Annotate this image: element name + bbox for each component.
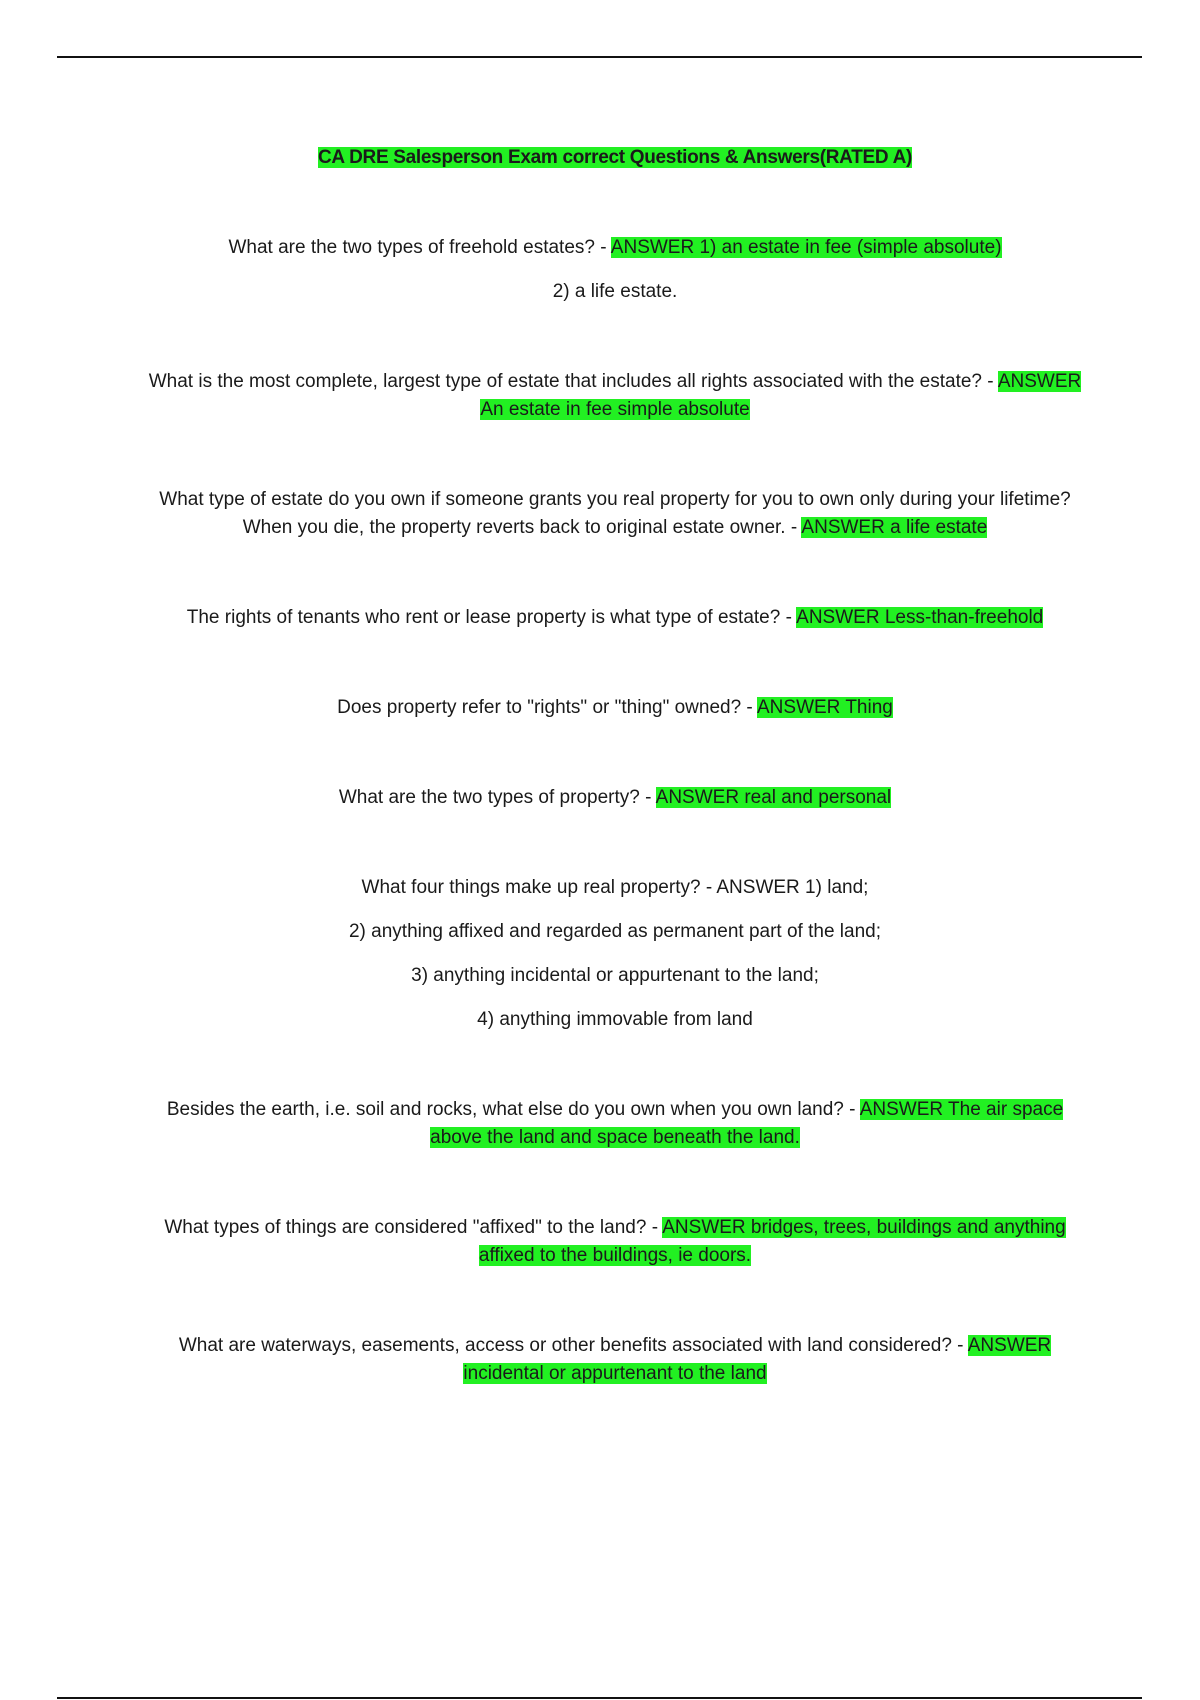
header-rule: [57, 56, 1142, 58]
answer-continuation: 2) anything affixed and regarded as permanent part of the land;: [348, 921, 881, 942]
answer-highlight: ANSWER bridges, trees, buildings and anything affixed to the buildings, ie doors.: [478, 1217, 1066, 1266]
question-text: What is the most complete, largest type of estate that includes all rights associated with the estate? -: [148, 371, 998, 392]
question-text: What types of things are considered "affixed" to the land? -: [164, 1217, 663, 1238]
answer-highlight: ANSWER The air space above the land and space beneath the land.: [430, 1099, 1064, 1148]
answer-highlight: ANSWER incidental or appurtenant to the land: [463, 1335, 1052, 1384]
qa-item-8: [140, 1096, 1090, 1152]
qa-item-5: [140, 694, 1090, 722]
qa-item-3: [140, 486, 1090, 542]
footer-rule: [57, 1697, 1142, 1699]
qa-item-9: [140, 1214, 1090, 1270]
qa-item-2: [140, 368, 1090, 424]
answer-highlight: ANSWER An estate in fee simple absolute: [480, 371, 1082, 420]
question-text: What are the two types of freehold estates? -: [228, 237, 611, 258]
qa-item-7: [140, 874, 1090, 902]
answer-continuation: 2) a life estate.: [552, 281, 678, 302]
qa-item-4: [140, 604, 1090, 632]
answer-continuation: 4) anything immovable from land: [477, 1009, 753, 1030]
answer-highlight: ANSWER a life estate: [801, 517, 988, 538]
title-highlight: CA DRE Salesperson Exam correct Questions & Answers(RATED A): [317, 147, 913, 168]
question-text: What type of estate do you own if someone grants you real property for you to own only during your lifetime? When you die, the property reverts back to original estate owner. -: [159, 489, 1071, 538]
question-text: What are the two types of property? -: [338, 787, 656, 808]
question-text: What four things make up real property? - ANSWER 1) land;: [361, 877, 869, 898]
answer-highlight: ANSWER 1) an estate in fee (simple absolute): [610, 237, 1002, 258]
question-text: Does property refer to "rights" or "thing" owned? -: [337, 697, 757, 718]
answer-highlight: ANSWER Less-than-freehold: [796, 607, 1044, 628]
question-text: What are waterways, easements, access or other benefits associated with land considered? -: [178, 1335, 968, 1356]
qa-item-1: [140, 234, 1090, 262]
answer-continuation: 3) anything incidental or appurtenant to the land;: [411, 965, 819, 986]
document-body: [140, 144, 1090, 1388]
answer-highlight: ANSWER real and personal: [655, 787, 892, 808]
question-text: Besides the earth, i.e. soil and rocks, what else do you own when you own land? -: [166, 1099, 860, 1120]
qa-item-10: [140, 1332, 1090, 1388]
qa-item-6: [140, 784, 1090, 812]
answer-highlight: ANSWER Thing: [757, 697, 893, 718]
document-title: [140, 144, 1090, 172]
question-text: The rights of tenants who rent or lease property is what type of estate? -: [186, 607, 797, 628]
